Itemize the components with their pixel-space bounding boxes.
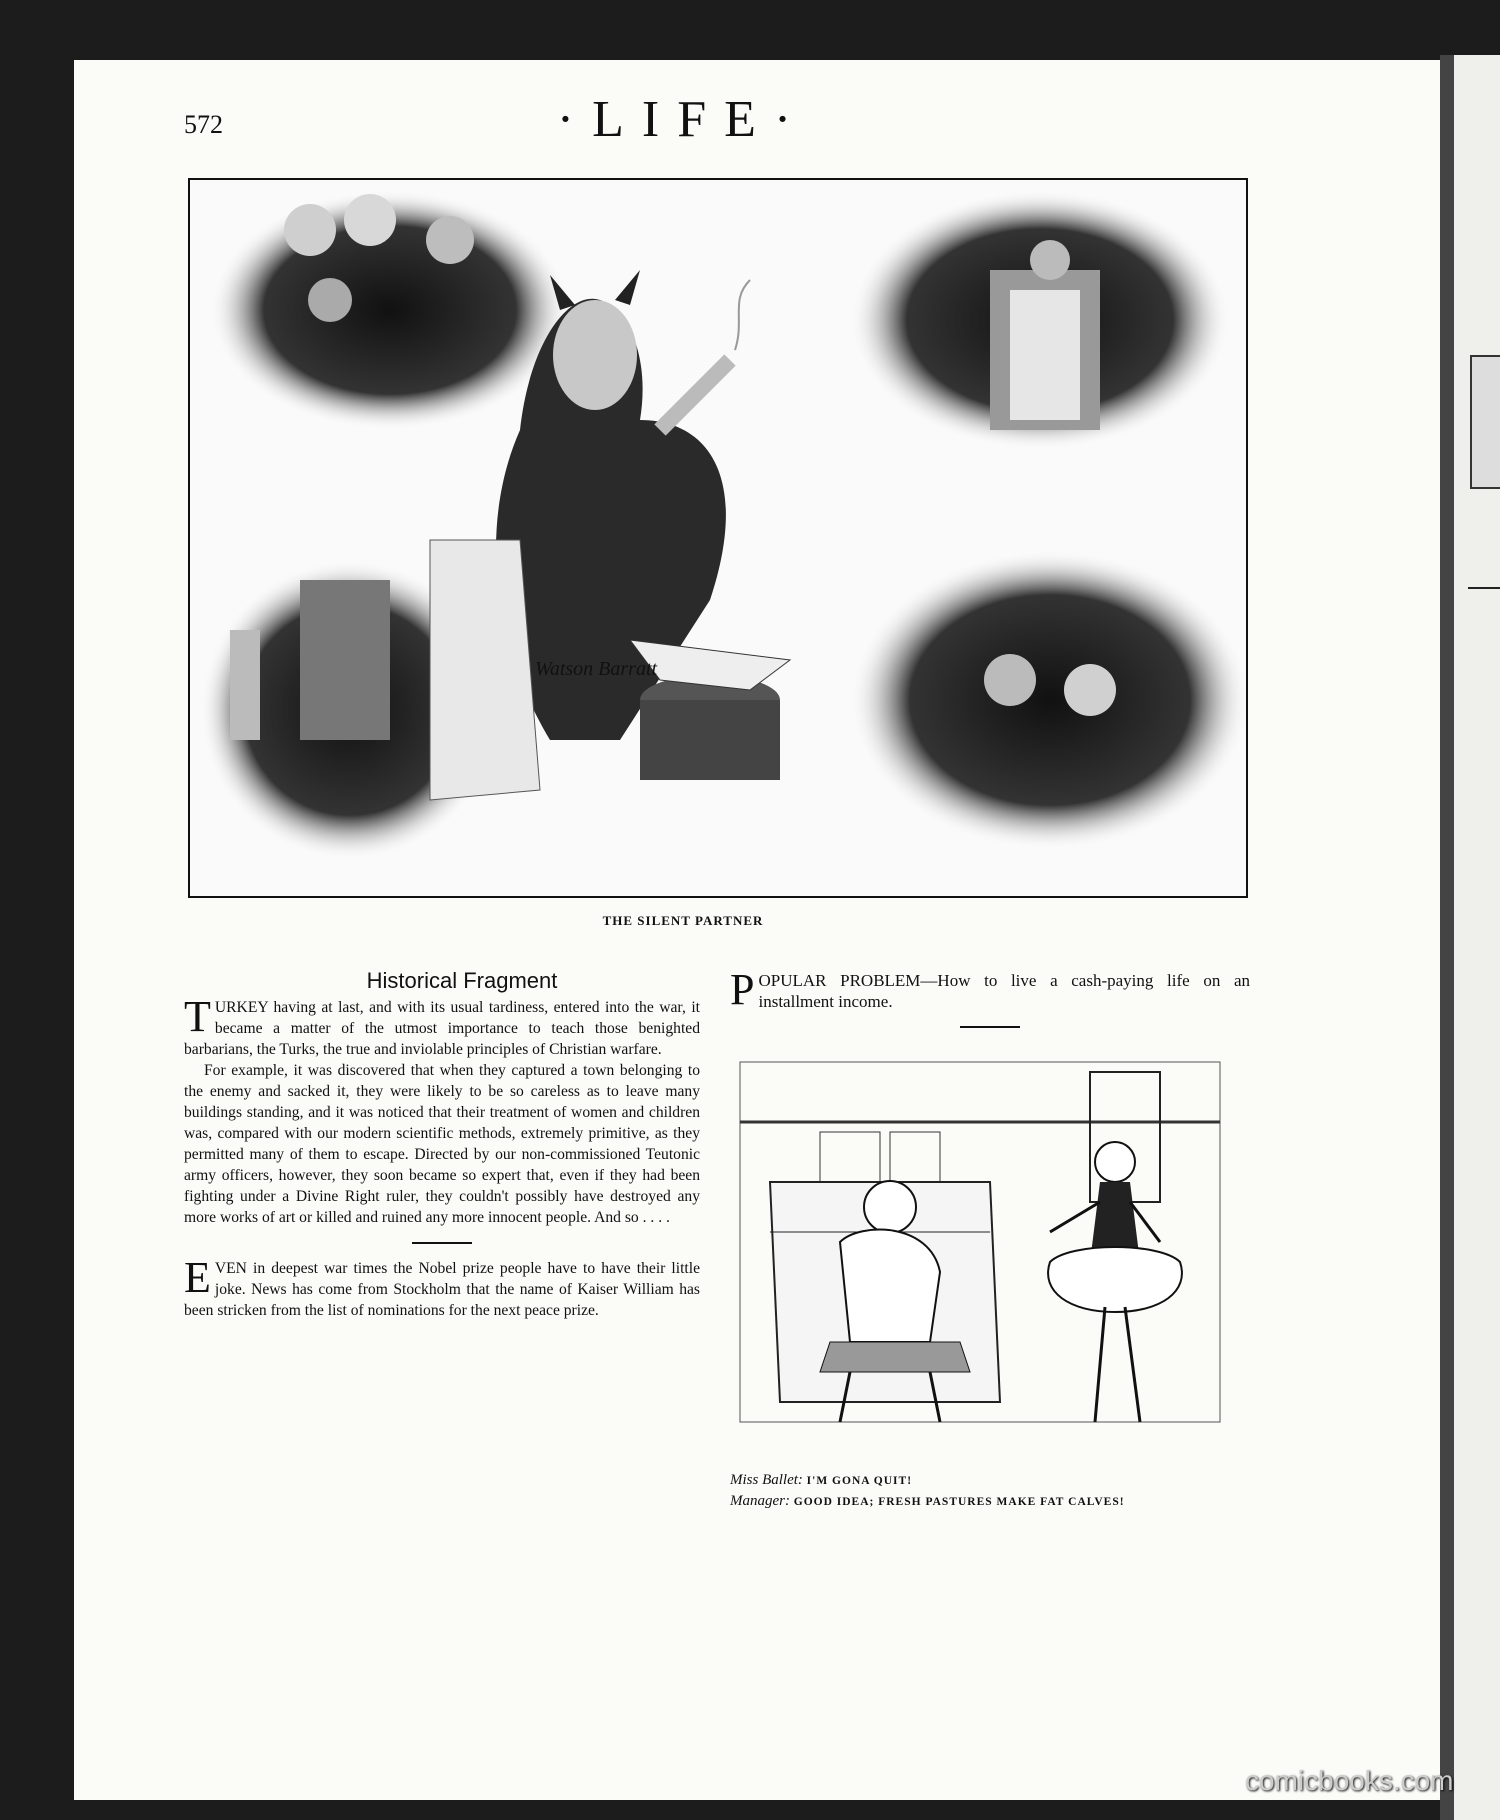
dropcap-t: T (184, 992, 211, 1041)
line-miss-ballet: I'M GONA QUIT! (806, 1475, 913, 1487)
masthead: ·LIFE· (556, 91, 810, 148)
speaker-miss-ballet: Miss Ballet: (730, 1472, 803, 1488)
dialogue-line-ballet (730, 1470, 1250, 1491)
right-divider (960, 1026, 1020, 1028)
silent-partner-illustration (188, 178, 1248, 898)
adjacent-page-strip (1440, 55, 1500, 1820)
tavern-vignette (850, 550, 1246, 850)
article-title: Historical Fragment (366, 968, 558, 993)
tutu (1048, 1247, 1182, 1312)
watermark: comicbooks.com (1245, 1765, 1454, 1796)
paragraph-turkey (184, 992, 700, 1060)
dropcap-e: E (184, 1253, 211, 1302)
illustration-caption: THE SILENT PARTNER (602, 913, 764, 928)
dialogue-line-manager (730, 1491, 1250, 1512)
adjacent-page-stamp (1470, 355, 1500, 489)
paragraph-turkey-text: URKEY having at last, and with its usual tardiness, entered into the war, it became a matter of the utmost importance to teach those benighted barbarians, the Turks, the true and inviolable principles of Christian warfare. (184, 999, 700, 1058)
adjacent-page-rule (1468, 587, 1500, 589)
manager-head (864, 1181, 916, 1233)
speaker-manager: Manager: (730, 1493, 790, 1509)
paragraph-example: For example, it was discovered that when they captured a town belonging to the enemy and sacked it, they were likely to be so careless as to leave many buildings standing, and it was noticed that their treatment of women and children was, compared with our modern scientific methods, extremely primitive, as they permitted many of them to escape. Directed by our non-commissioned Teutonic army officers, however, they soon became so expert that, even if they had been fighting under a Divine Right ruler, they couldn't possibly have destroyed any more works of art or killed and ruined any more innocent people. And so . . . . (184, 1062, 700, 1226)
left-column (184, 970, 700, 1321)
ballet-cartoon (730, 1042, 1250, 1462)
paragraph-nobel (184, 1253, 700, 1321)
poster (430, 540, 540, 800)
page-fold (1440, 55, 1454, 1820)
section-divider (412, 1242, 472, 1244)
illustration-drawing (190, 180, 1246, 896)
right-column (730, 965, 1250, 1512)
ballet-cartoon-drawing (730, 1042, 1250, 1462)
illustration-signature: Watson Barratt (535, 658, 658, 680)
popular-problem (730, 965, 1250, 1014)
cartoon-dialogue (730, 1470, 1250, 1512)
page-number: 572 (184, 110, 223, 139)
paragraph-nobel-text: VEN in deepest war times the Nobel prize people have to have their little joke. News has come from Stockholm that the name of Kaiser William has been stricken from the list of nominations for the next peace prize. (184, 1260, 700, 1319)
popular-problem-text: OPULAR PROBLEM—How to live a cash-paying life on an installment income. (758, 971, 1250, 1011)
dropcap-p: P (730, 965, 755, 1014)
ballerina-head (1095, 1142, 1135, 1182)
line-manager: GOOD IDEA; FRESH PASTURES MAKE FAT CALVES! (793, 1496, 1125, 1508)
